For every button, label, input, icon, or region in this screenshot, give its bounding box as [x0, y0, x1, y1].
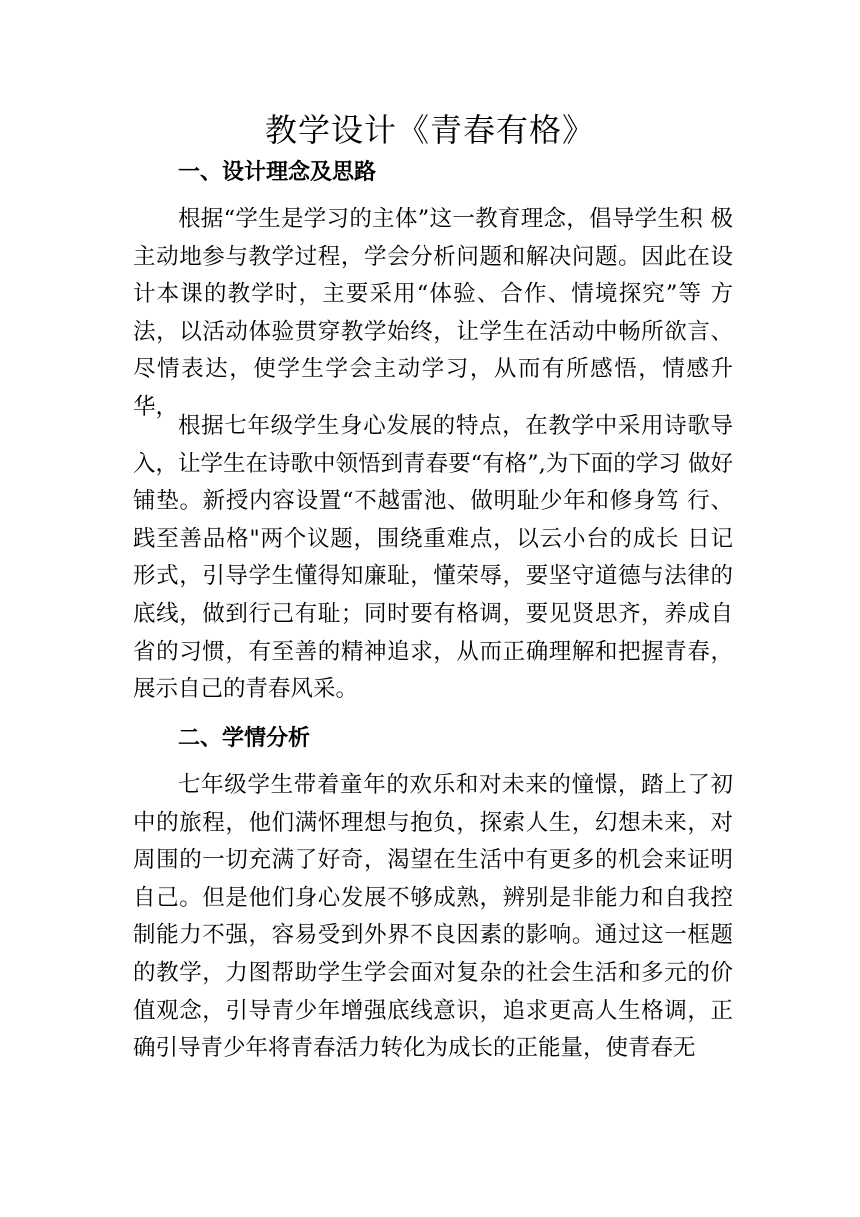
paragraph-design-concept-2: 根据七年级学生身心发展的特点，在教学中采用诗歌导入，让学生在诗歌中领悟到青春要“有格”,为下面的学习 做好铺垫。新授内容设置“不越雷池、做明耻少年和修身笃 行、践至善品格"两个议题，围绕重难点，以云小台的成长 日记形式，引导学生懂得知廉耻，懂荣辱，要坚守道德与法律的底线，做到行己有耻；同时要有格调，要见贤思齐，养成自省的习惯，有至善的精神追求，从而正确理解和把握青春，展示自己的青春风采。	[133, 413, 733, 703]
section-heading-learner-analysis: 二、学情分析	[178, 726, 311, 751]
paragraph-design-concept-1: 根据“学生是学习的主体”这一教育理念，倡导学生积 极主动地参与教学过程，学会分析问题和解决问题。因此在设计本课的教学时，主要采用“体验、合作、情境探究”等 方法，以活动体验贯穿教学始终，让学生在活动中畅所欲言、尽情表达，使学生学会主动学习，从而有所感悟，情感升华，	[133, 206, 733, 420]
section-heading-design-concept: 一、设计理念及思路	[178, 160, 377, 185]
document-title: 教学设计《青春有格》	[264, 111, 595, 149]
paragraph-learner-analysis-1: 七年级学生带着童年的欢乐和对未来的憧憬，踏上了初中的旅程，他们满怀理想与抱负，探索人生，幻想未来，对周围的一切充满了好奇，渴望在生活中有更多的机会来证明自己。但是他们身心发展不够成熟，辨别是非能力和自我控制能力不强，容易受到外界不良因素的影响。通过这一框题的教学，力图帮助学生学会面对复杂的社会生活和多元的价值观念，引导青少年增强底线意识，追求更高人生格调，正确引导青少年将青春活力转化为成长的正能量，使青春无	[133, 772, 733, 1062]
